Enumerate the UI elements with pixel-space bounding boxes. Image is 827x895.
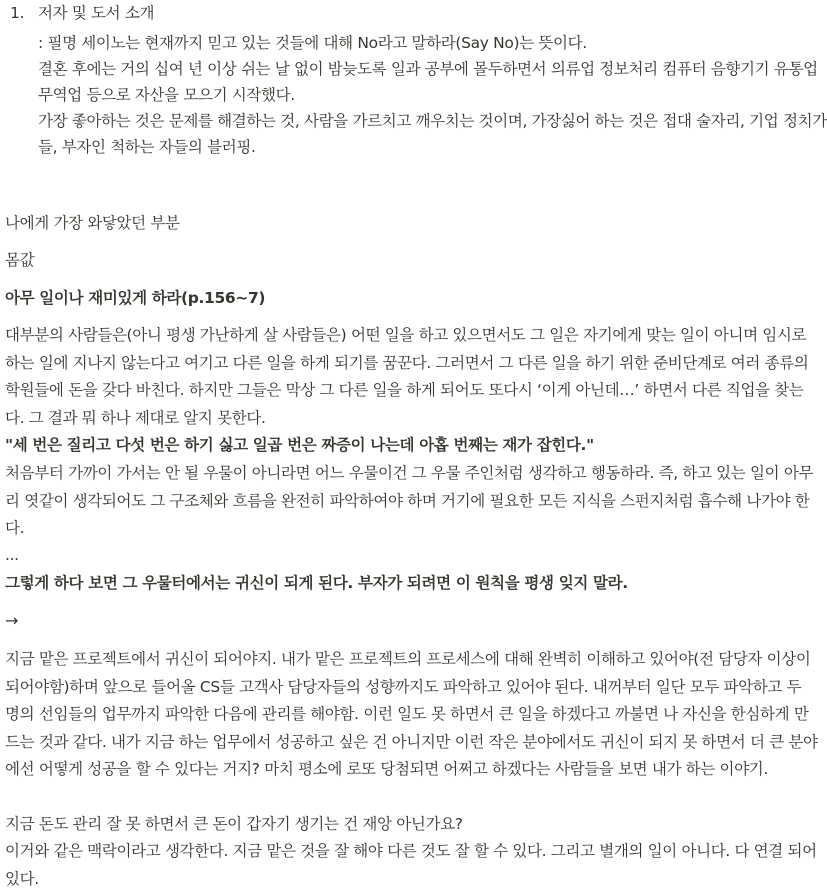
subsection-heading: 몸값 <box>5 251 35 269</box>
quote-paragraph: 대부분의 사람들은(아니 평생 가난하게 살 사람들은) 어떤 일을 하고 있으면서도 그 일은 자기에게 맞는 일이 아니며 임시로 하는 일에 지나지 않는다고 여기고 다른 일을 하게 되기를 꿈꾼다. 그러면서 그 다른 일을 하기 위한 준비단계로 여러 종류의 학원들에 돈을 갖다 바친다. 하지만 그들은 막상 그 다른 일을 하게 되어도 또다시 ‘이게 아닌데…’ 하면서 다른 직업을 찾는다. 그 결과 뭐 하나 제대로 알지 못한다. <box>5 326 809 427</box>
reflection-question: 지금 돈도 관리 잘 못 하면서 큰 돈이 갑자기 생기는 건 재앙 아닌가요? <box>5 815 463 833</box>
reflection-paragraph: 이거와 같은 맥락이라고 생각한다. 지금 맡은 것을 잘 해야 다른 것도 잘 할 수 있다. 그리고 별개의 일이 아니다. 다 연결 되어 있다. <box>5 842 817 888</box>
author-career-paragraph: 결혼 후에는 거의 십여 년 이상 쉬는 날 없이 밤늦도록 일과 공부에 몰두하면서 의류업 정보처리 컴퓨터 음향기기 유통업 무역업 등으로 자산을 모으기 시작했다. <box>38 60 818 104</box>
reflection-paragraph: 지금 맡은 프로젝트에서 귀신이 되어야지. 내가 맡은 프로젝트의 프로세스에 대해 완벽히 이해하고 있어야(전 담당자 이상이 되어야함)하며 앞으로 들어올 CS들 고객사 담당자들의 성향까지도 파악하고 있어야 된다. 내꺼부터 일단 모두 파악하고 두 명의 선임들의 업무까지 파악한 다음에 관리를 해야함. 이런 일도 못 하면서 큰 일을 하겠다고 까불면 나 자신을 한심하게 만드는 것과 같다. 내가 지금 하는 업무에서 성공하고 싶은 건 아니지만 이런 작은 분야에서도 귀신이 되지 못 하면서 더 큰 분야에선 어떻게 성공을 할 수 있다는 거지? 마치 평소에 로또 당첨되면 어쩌고 하겠다는 사람들을 보면 내가 하는 이야기. <box>5 650 818 778</box>
list-item-content <box>38 3 827 160</box>
author-preferences-paragraph: 가장 좋아하는 것은 문제를 해결하는 것, 사람을 가르치고 깨우치는 것이며, 가장싫어 하는 것은 접대 술자리, 기업 정치가들, 부자인 척하는 자들의 블러핑. <box>38 112 827 156</box>
section-heading: 나에게 가장 와닿았던 부분 <box>5 214 180 232</box>
quote-bold-line: "세 번은 질리고 다섯 번은 하기 싫고 일곱 번은 짜증이 나는데 아홉 번째는 재가 잡힌다." <box>5 436 594 454</box>
quote-conclusion: 그렇게 하다 보면 그 우물터에서는 귀신이 되게 된다. 부자가 되려면 이 원칙을 평생 잊지 말라. <box>5 574 628 592</box>
list-number: 1. <box>10 4 25 22</box>
author-intro-paragraph: : 필명 세이노는 현재까지 믿고 있는 것들에 대해 No라고 말하라(Say No)는 뜻이다. <box>38 34 587 52</box>
quote-paragraph: 처음부터 가까이 가서는 안 될 우물이 아니라면 어느 우물이건 그 우물 주인처럼 생각하고 행동하라. 즉, 하고 있는 일이 아무리 엿같이 생각되어도 그 구조체와 흐름을 완전히 파악하여야 하며 거기에 필요한 모든 지식을 스펀지처럼 흡수해 나가야 한다. <box>5 464 814 537</box>
arrow-right-icon: → <box>5 611 19 630</box>
list-item-title: 저자 및 도서 소개 <box>38 4 155 22</box>
chapter-title: 아무 일이나 재미있게 하라(p.156~7) <box>5 289 266 307</box>
ellipsis-line: ... <box>5 546 19 564</box>
